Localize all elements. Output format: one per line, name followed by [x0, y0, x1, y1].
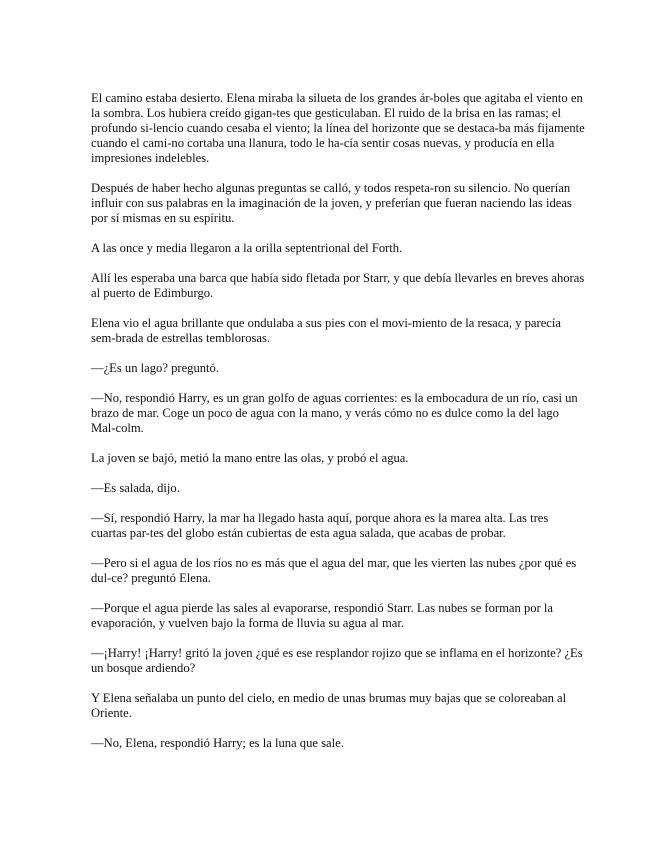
- paragraph: Allí les esperaba una barca que había sido fletada por Starr, y que debía llevarles en breves ahoras al puerto de Edimburgo.: [91, 271, 585, 300]
- paragraph: —Pero si el agua de los ríos no es más que el agua del mar, que les vierten las nubes ¿por qué es dul-ce? preguntó Elena.: [91, 556, 577, 585]
- paragraph: Después de haber hecho algunas preguntas se calló, y todos respeta-ron su silencio. No querían influir con sus palabras en la imaginación de la joven, y preferían que fueran naciendo las ideas por sí mismas en su espíritu.: [91, 181, 572, 225]
- paragraph: El camino estaba desierto. Elena miraba la silueta de los grandes ár-boles que agitaba el viento en la sombra. Los hubiera creído gigan-tes que gesticulaban. El ruido de la brisa en las ramas; el profundo si-lencio cuando cesaba el viento; la línea del horizonte que se destaca-ba más fijamente cuando el cami-no cortaba una llanura, todo le ha-cía sentir cosas nuevas, y producía en ella impresiones indelebles.: [91, 91, 585, 165]
- paragraph: —Es salada, dijo.: [91, 481, 180, 495]
- paragraph: La joven se bajó, metió la mano entre las olas, y probó el agua.: [91, 451, 409, 465]
- paragraph: Elena vio el agua brillante que ondulaba a sus pies con el movi-miento de la resaca, y parecía sem-brada de estrellas temblorosas.: [91, 316, 561, 345]
- paragraph: Y Elena señalaba un punto del cielo, en medio de unas brumas muy bajas que se coloreaban al Oriente.: [91, 691, 567, 720]
- paragraph: —¿Es un lago? preguntó.: [91, 361, 220, 375]
- paragraph: —¡Harry! ¡Harry! gritó la joven ¿qué es ese resplandor rojizo que se inflama en el horizonte? ¿Es un bosque ardiendo?: [91, 646, 583, 675]
- paragraph: A las once y media llegaron a la orilla septentrional del Forth.: [91, 241, 403, 255]
- paragraph: —Sí, respondió Harry, la mar ha llegado hasta aquí, porque ahora es la marea alta. Las tres cuartas par-tes del globo están cubiertas de esta agua salada, que acabas de probar.: [91, 511, 549, 540]
- paragraph: —Porque el agua pierde las sales al evaporarse, respondió Starr. Las nubes se forman por la evaporación, y vuelven bajo la forma de lluvia su agua al mar.: [91, 601, 553, 630]
- paragraph: —No, respondió Harry, es un gran golfo de aguas corrientes: es la embocadura de un río, casi un brazo de mar. Coge un poco de agua con la mano, y verás cómo no es dulce como la del lago Mal-colm.: [91, 391, 578, 435]
- paragraph: —No, Elena, respondió Harry; es la luna que sale.: [91, 736, 344, 750]
